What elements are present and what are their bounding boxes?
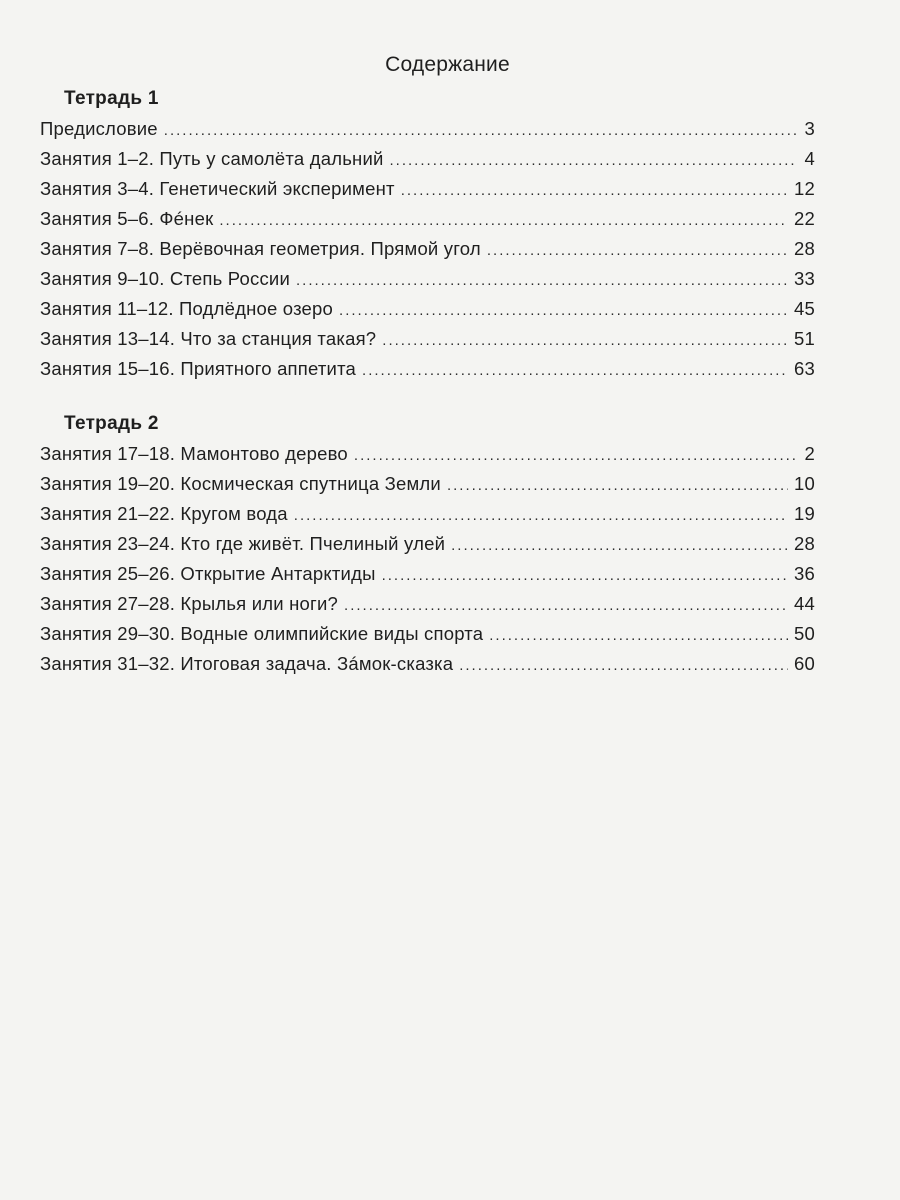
toc-entry xyxy=(40,619,815,649)
toc-entry xyxy=(40,174,815,204)
entry-title: Занятия 11–12. Подлёдное озеро xyxy=(40,298,334,319)
entry-list xyxy=(40,114,815,384)
entry-title: Занятия 17–18. Мамонтово дерево xyxy=(40,443,348,464)
entry-title: Занятия 13–14. Что за станция такая? xyxy=(40,328,377,349)
dot-leader xyxy=(362,356,788,386)
entry-page-number: 45 xyxy=(794,298,815,319)
entry-page-number: 33 xyxy=(794,268,815,289)
entry-page-number: 4 xyxy=(804,148,815,169)
toc-entry xyxy=(40,499,815,529)
section-notebook-1 xyxy=(40,84,815,384)
entry-title: Предисловие xyxy=(40,118,158,139)
toc-entry xyxy=(40,294,815,324)
toc-entry xyxy=(40,529,815,559)
entry-title: Занятия 9–10. Степь России xyxy=(40,268,290,289)
dot-leader xyxy=(489,621,788,651)
dot-leader xyxy=(382,561,788,591)
section-heading: Тетрадь 2 xyxy=(64,413,159,434)
entry-page-number: 28 xyxy=(794,533,815,554)
entry-title: Занятия 15–16. Приятного аппетита xyxy=(40,358,357,379)
dot-leader xyxy=(339,296,788,326)
entry-title: Занятия 25–26. Открытие Антарктиды xyxy=(40,563,376,584)
entry-page-number: 44 xyxy=(794,593,815,614)
section-notebook-2 xyxy=(40,409,815,679)
entry-page-number: 51 xyxy=(794,328,815,349)
entry-page-number: 22 xyxy=(794,208,815,229)
toc-entry xyxy=(40,649,815,679)
entry-title: Занятия 21–22. Кругом вода xyxy=(40,503,288,524)
dot-leader xyxy=(401,176,788,206)
toc-entry xyxy=(40,439,815,469)
dot-leader xyxy=(164,116,797,146)
entry-title: Занятия 7–8. Верёвочная геометрия. Прямой угол xyxy=(40,238,481,259)
section-heading: Тетрадь 1 xyxy=(64,88,159,109)
entry-page-number: 60 xyxy=(794,653,815,674)
dot-leader xyxy=(382,326,788,356)
dot-leader xyxy=(219,206,788,236)
toc-entry xyxy=(40,559,815,589)
dot-leader xyxy=(459,651,788,681)
dot-leader xyxy=(296,266,788,296)
dot-leader xyxy=(487,236,788,266)
entry-title: Занятия 23–24. Кто где живёт. Пчелиный улей xyxy=(40,533,446,554)
toc-entry xyxy=(40,264,815,294)
entry-page-number: 3 xyxy=(804,118,815,139)
entry-title: Занятия 31–32. Итоговая задача. Зáмок-сказка xyxy=(40,653,454,674)
toc-entry xyxy=(40,234,815,264)
dot-leader xyxy=(447,471,788,501)
entry-page-number: 2 xyxy=(804,443,815,464)
entry-page-number: 19 xyxy=(794,503,815,524)
toc-entry xyxy=(40,354,815,384)
entry-page-number: 63 xyxy=(794,358,815,379)
toc-entry xyxy=(40,144,815,174)
entry-page-number: 36 xyxy=(794,563,815,584)
toc-entry xyxy=(40,204,815,234)
toc-entry xyxy=(40,589,815,619)
dot-leader xyxy=(390,146,797,176)
entry-page-number: 28 xyxy=(794,238,815,259)
toc-entry xyxy=(40,114,815,144)
entry-title: Занятия 27–28. Крылья или ноги? xyxy=(40,593,339,614)
toc-entry xyxy=(40,469,815,499)
table-of-contents xyxy=(40,50,815,679)
dot-leader xyxy=(344,591,788,621)
entry-list xyxy=(40,439,815,679)
entry-title: Занятия 5–6. Фéнек xyxy=(40,208,214,229)
toc-entry xyxy=(40,324,815,354)
entry-page-number: 10 xyxy=(794,473,815,494)
entry-title: Занятия 19–20. Космическая спутница Земли xyxy=(40,473,441,494)
entry-page-number: 12 xyxy=(794,178,815,199)
entry-title: Занятия 3–4. Генетический эксперимент xyxy=(40,178,395,199)
dot-leader xyxy=(451,531,788,561)
entry-page-number: 50 xyxy=(794,623,815,644)
entry-title: Занятия 1–2. Путь у самолёта дальний xyxy=(40,148,384,169)
entry-title: Занятия 29–30. Водные олимпийские виды спорта xyxy=(40,623,484,644)
dot-leader xyxy=(354,441,797,471)
dot-leader xyxy=(294,501,788,531)
page-title: Содержание xyxy=(385,53,510,76)
